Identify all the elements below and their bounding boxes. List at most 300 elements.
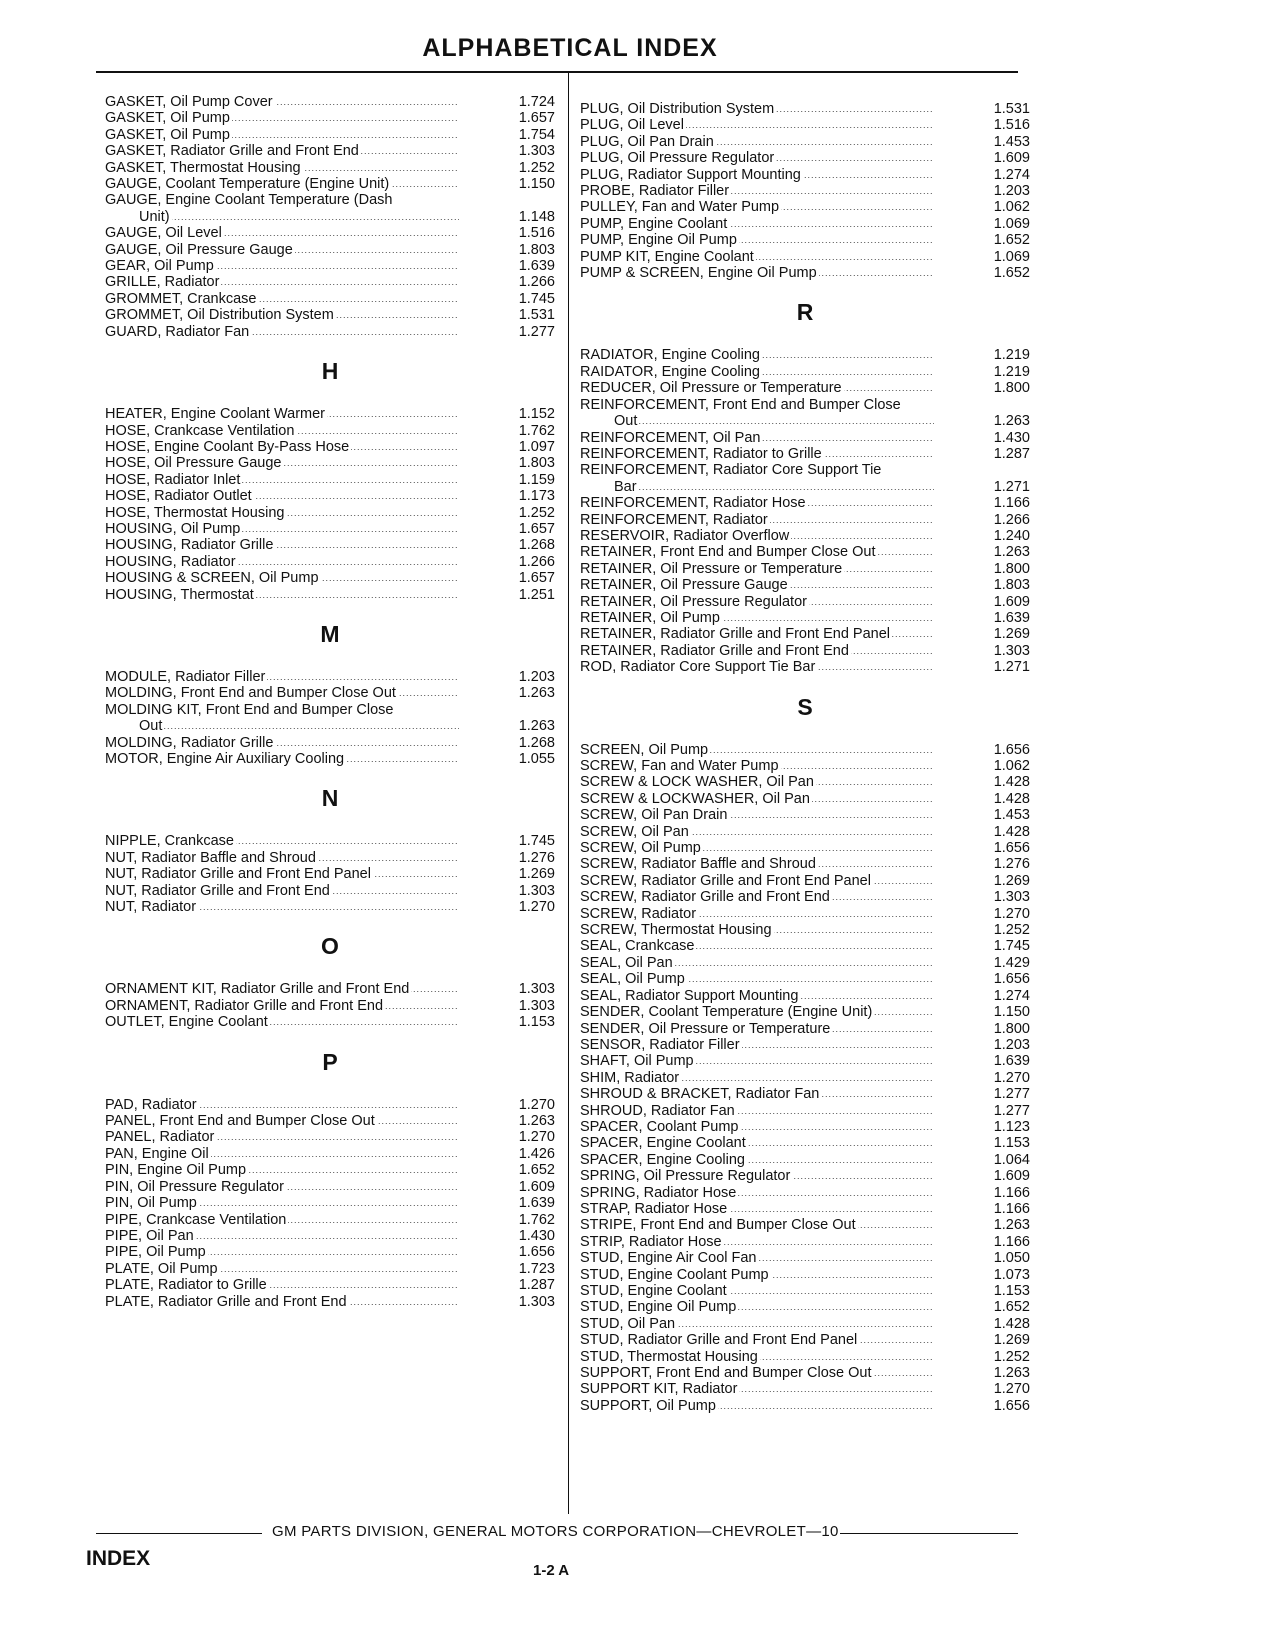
index-entry <box>105 192 555 225</box>
entry-name-text: SHROUD & BRACKET, Radiator Fan <box>580 1086 820 1103</box>
entry-reference: 1.062 <box>993 758 1030 774</box>
entry-reference: 1.271 <box>993 478 1030 495</box>
index-entry <box>580 183 1030 199</box>
index-entry <box>580 544 1030 560</box>
entry-name <box>580 561 934 577</box>
entry-name <box>105 669 459 685</box>
entry-name <box>105 1294 459 1310</box>
entry-name <box>105 505 459 521</box>
index-entry <box>105 1129 555 1145</box>
entry-reference: 1.274 <box>993 987 1030 1004</box>
entry-name <box>580 824 934 840</box>
entry-name <box>105 176 459 192</box>
entry-name <box>580 364 934 380</box>
entry-name-text: HOUSING, Thermostat <box>105 586 254 603</box>
entry-reference: 1.800 <box>993 380 1030 397</box>
section-gap <box>580 676 1030 692</box>
entry-reference: 1.652 <box>993 232 1030 249</box>
entry-reference: 1.062 <box>993 199 1030 216</box>
entry-reference: 1.303 <box>993 889 1030 906</box>
entry-name <box>105 406 459 422</box>
entry-name-text: NUT, Radiator Grille and Front End Panel <box>105 866 371 883</box>
index-entry <box>580 873 1030 889</box>
entry-name <box>580 167 934 183</box>
index-entry <box>105 1212 555 1228</box>
entry-name <box>580 1119 934 1135</box>
entry-reference: 1.723 <box>518 1260 555 1277</box>
entry-name-text: HOUSING, Radiator <box>105 553 236 570</box>
entry-reference: 1.803 <box>518 455 555 472</box>
entry-reference: 1.656 <box>993 840 1030 857</box>
entry-name-text: SCREW, Oil Pump <box>580 840 701 857</box>
entry-reference: 1.269 <box>518 866 555 883</box>
entry-name-text: SCREW, Thermostat Housing <box>580 922 772 939</box>
index-entry <box>580 824 1030 840</box>
entry-name <box>105 324 459 340</box>
index-entry <box>580 1332 1030 1348</box>
entry-name <box>580 134 934 150</box>
entry-name-text: RETAINER, Radiator Grille and Front End <box>580 642 849 659</box>
index-entry <box>105 554 555 570</box>
entry-name <box>580 446 934 462</box>
index-entry <box>105 488 555 504</box>
entry-reference: 1.609 <box>993 150 1030 167</box>
entry-name-text: PIPE, Oil Pump <box>105 1244 206 1261</box>
index-entry <box>580 1365 1030 1381</box>
index-entry <box>580 167 1030 183</box>
entry-name <box>105 850 459 866</box>
entry-name <box>105 521 459 537</box>
index-section <box>105 767 555 915</box>
section-letter: H <box>321 358 339 385</box>
index-entry <box>105 258 555 274</box>
entry-name <box>105 735 459 751</box>
entry-name-text: PIN, Oil Pressure Regulator <box>105 1178 284 1195</box>
index-entry <box>580 1021 1030 1037</box>
index-entry <box>580 1053 1030 1069</box>
entry-name <box>580 643 934 659</box>
index-entry <box>580 1234 1030 1250</box>
entry-name <box>580 1037 934 1053</box>
entry-name-text: RETAINER, Oil Pressure Gauge <box>580 577 788 594</box>
entry-name-text: HOUSING, Oil Pump <box>105 520 241 537</box>
entry-name-text: ORNAMENT KIT, Radiator Grille and Front End <box>105 981 410 998</box>
entry-reference: 1.303 <box>518 981 555 998</box>
entry-name-text: REINFORCEMENT, Radiator <box>580 511 768 528</box>
entry-reference: 1.639 <box>993 1053 1030 1070</box>
entry-reference: 1.803 <box>518 241 555 258</box>
entry-name-text: SHAFT, Oil Pump <box>580 1053 694 1070</box>
entry-name-text: PUMP KIT, Engine Coolant <box>580 248 754 265</box>
entry-name-text: PLUG, Oil Distribution System <box>580 101 775 117</box>
section-gap <box>105 340 555 356</box>
entry-reference: 1.270 <box>518 1129 555 1146</box>
entry-name-text: PIPE, Crankcase Ventilation <box>105 1211 287 1228</box>
index-entry <box>580 1037 1030 1053</box>
entry-name-text: SCREEN, Oil Pump <box>580 741 709 758</box>
entry-name-text: PANEL, Radiator <box>105 1129 215 1146</box>
index-label: INDEX <box>86 1547 151 1570</box>
entry-name-text: MOTOR, Engine Air Auxiliary Cooling <box>105 751 345 767</box>
entry-name <box>105 225 459 241</box>
entry-name <box>580 955 934 971</box>
entry-name <box>580 971 934 987</box>
index-entry <box>105 850 555 866</box>
entry-reference: 1.800 <box>993 560 1030 577</box>
entry-reference: 1.724 <box>518 94 555 110</box>
index-entry <box>580 380 1030 396</box>
entry-name-text: MOLDING, Radiator Grille <box>105 734 274 751</box>
index-entry <box>580 512 1030 528</box>
entry-reference: 1.803 <box>993 577 1030 594</box>
index-section <box>580 281 1030 675</box>
entry-name <box>105 94 459 110</box>
index-entry <box>105 685 555 701</box>
entry-name-text: PLUG, Oil Pan Drain <box>580 133 714 150</box>
entry-name <box>580 232 934 248</box>
entry-name <box>105 307 459 323</box>
index-entry <box>580 1267 1030 1283</box>
entry-name <box>105 274 459 290</box>
entry-name <box>105 1195 459 1211</box>
index-entry <box>105 570 555 586</box>
entry-continuation-text: Out <box>614 413 638 430</box>
index-entry <box>580 1168 1030 1184</box>
entry-reference: 1.657 <box>518 520 555 537</box>
index-section <box>105 915 555 1030</box>
entry-reference: 1.150 <box>993 1004 1030 1021</box>
entry-name-text: PANEL, Front End and Bumper Close Out <box>105 1113 375 1130</box>
index-entry <box>580 659 1030 675</box>
section-gap <box>105 813 555 833</box>
entry-name <box>580 1185 934 1201</box>
index-entry <box>105 176 555 192</box>
entry-name-text: GROMMET, Crankcase <box>105 290 257 307</box>
entry-reference: 1.064 <box>993 1151 1030 1168</box>
entry-name <box>580 462 934 495</box>
entry-reference: 1.263 <box>993 1217 1030 1234</box>
entry-reference: 1.429 <box>993 954 1030 971</box>
entry-name-text: REINFORCEMENT, Radiator Hose <box>580 495 806 512</box>
entry-name-text: GASKET, Oil Pump <box>105 110 230 127</box>
entry-name-text: GAUGE, Oil Pressure Gauge <box>105 241 293 258</box>
entry-name <box>580 544 934 560</box>
entry-reference: 1.252 <box>993 1348 1030 1365</box>
entry-name-text: PIN, Oil Pump <box>105 1195 197 1212</box>
entry-reference: 1.745 <box>993 938 1030 955</box>
entry-reference: 1.166 <box>993 1200 1030 1217</box>
index-section <box>105 340 555 603</box>
index-section <box>580 101 1030 281</box>
entry-name <box>105 833 459 849</box>
entry-name <box>105 488 459 504</box>
entry-name-text: ORNAMENT, Radiator Grille and Front End <box>105 997 384 1014</box>
entry-name <box>580 922 934 938</box>
entry-name <box>580 1086 934 1102</box>
entry-name-text: RETAINER, Oil Pump <box>580 609 720 626</box>
section-letter: S <box>797 693 813 720</box>
page-number: 1-2 A <box>533 1562 570 1579</box>
entry-reference: 1.609 <box>518 1178 555 1195</box>
entry-reference: 1.428 <box>993 790 1030 807</box>
entry-name-text: STUD, Oil Pan <box>580 1315 676 1332</box>
page-title: ALPHABETICAL INDEX <box>422 34 718 62</box>
entry-name-text: STUD, Engine Air Cool Fan <box>580 1250 757 1267</box>
entry-reference: 1.263 <box>518 718 555 735</box>
entry-name <box>105 587 459 603</box>
entry-name <box>580 1349 934 1365</box>
entry-name-text: SPACER, Engine Coolant <box>580 1135 746 1152</box>
entry-name <box>580 1365 934 1381</box>
entry-name <box>105 899 459 915</box>
entry-name-text: HOUSING, Radiator Grille <box>105 537 274 554</box>
entry-reference: 1.203 <box>518 668 555 685</box>
entry-name-text: STUD, Engine Coolant Pump <box>580 1266 769 1283</box>
entry-name-text: GASKET, Radiator Grille and Front End <box>105 143 359 160</box>
index-entry <box>105 833 555 849</box>
entry-reference: 1.453 <box>993 807 1030 824</box>
entry-reference: 1.430 <box>518 1227 555 1244</box>
entry-name-continuation <box>580 479 934 495</box>
index-entry <box>105 981 555 997</box>
entry-name <box>580 577 934 593</box>
entry-name-text: PLATE, Oil Pump <box>105 1260 218 1277</box>
entry-reference: 1.263 <box>993 413 1030 430</box>
section-letter: O <box>321 933 339 960</box>
entry-name-text: SCREW & LOCKWASHER, Oil Pan <box>580 790 810 807</box>
entry-reference: 1.266 <box>518 553 555 570</box>
entry-reference: 1.531 <box>993 101 1030 117</box>
entry-name-text: RETAINER, Oil Pressure or Temperature <box>580 560 843 577</box>
index-entry <box>105 110 555 126</box>
index-entry <box>580 1103 1030 1119</box>
index-entry <box>105 324 555 340</box>
entry-name <box>105 127 459 143</box>
entry-reference: 1.219 <box>993 363 1030 380</box>
entry-reference: 1.252 <box>518 159 555 176</box>
index-entry <box>580 1283 1030 1299</box>
entry-name <box>105 472 459 488</box>
entry-name <box>580 1201 934 1217</box>
entry-name-text: HOSE, Radiator Inlet <box>105 471 241 488</box>
index-entry <box>580 462 1030 495</box>
entry-reference: 1.251 <box>518 586 555 603</box>
entry-name-text: RETAINER, Oil Pressure Regulator <box>580 593 807 610</box>
index-entry <box>580 938 1030 954</box>
index-entry <box>580 791 1030 807</box>
entry-reference: 1.428 <box>993 823 1030 840</box>
index-entry <box>105 143 555 159</box>
index-entry <box>580 1398 1030 1414</box>
entry-reference: 1.055 <box>518 751 555 767</box>
entry-name-text: SCREW, Fan and Water Pump <box>580 758 779 774</box>
entry-reference: 1.123 <box>993 1118 1030 1135</box>
entry-name <box>105 1146 459 1162</box>
entry-name <box>105 1228 459 1244</box>
entry-name-text: HOSE, Engine Coolant By-Pass Hose <box>105 438 350 455</box>
entry-name-text: STUD, Radiator Grille and Front End Panel <box>580 1332 858 1349</box>
entry-name <box>580 840 934 856</box>
entry-reference: 1.656 <box>993 741 1030 758</box>
entry-name-text: REINFORCEMENT, Radiator to Grille <box>580 445 822 462</box>
entry-reference: 1.657 <box>518 110 555 127</box>
index-entry <box>105 883 555 899</box>
entry-reference: 1.069 <box>993 215 1030 232</box>
index-entry <box>580 1201 1030 1217</box>
entry-name-text: SPRING, Radiator Hose <box>580 1184 737 1201</box>
index-entry <box>105 702 555 735</box>
entry-name <box>105 751 459 767</box>
entry-name <box>105 1162 459 1178</box>
index-entry <box>580 101 1030 117</box>
entry-name <box>105 702 459 735</box>
entry-name-text: PLUG, Radiator Support Mounting <box>580 166 801 183</box>
index-entry <box>580 1086 1030 1102</box>
entry-reference: 1.426 <box>518 1145 555 1162</box>
entry-reference: 1.268 <box>518 734 555 751</box>
entry-reference: 1.263 <box>993 1365 1030 1382</box>
entry-name <box>580 938 934 954</box>
entry-name-continuation <box>105 718 459 734</box>
entry-name <box>580 1332 934 1348</box>
index-entry <box>580 1070 1030 1086</box>
index-entry <box>105 160 555 176</box>
entry-name-text: STUD, Engine Oil Pump <box>580 1299 737 1316</box>
entry-name <box>105 570 459 586</box>
entry-reference: 1.656 <box>993 1397 1030 1414</box>
section-letter: P <box>322 1048 338 1075</box>
entry-name <box>105 554 459 570</box>
index-entry <box>580 561 1030 577</box>
index-entry <box>580 347 1030 363</box>
entry-name-text: GASKET, Oil Pump <box>105 126 230 143</box>
index-entry <box>105 455 555 471</box>
entry-name <box>580 906 934 922</box>
entry-name <box>105 110 459 126</box>
entry-name-text: NUT, Radiator <box>105 899 197 916</box>
entry-name-text: SUPPORT, Oil Pump <box>580 1397 716 1414</box>
index-entry <box>105 94 555 110</box>
entry-name <box>105 1113 459 1129</box>
entry-name <box>105 1212 459 1228</box>
entry-reference: 1.453 <box>993 133 1030 150</box>
entry-reference: 1.269 <box>993 626 1030 643</box>
index-entry <box>105 899 555 915</box>
title-rule <box>96 71 1018 73</box>
section-gap <box>580 281 1030 297</box>
entry-name-text: RETAINER, Radiator Grille and Front End Panel <box>580 626 891 643</box>
entry-name-text: PAD, Radiator <box>105 1096 197 1113</box>
entry-name-text: GASKET, Oil Pump Cover <box>105 94 273 110</box>
index-entry <box>580 150 1030 166</box>
entry-name <box>580 216 934 232</box>
entry-reference: 1.050 <box>993 1250 1030 1267</box>
entry-name-text: NUT, Radiator Grille and Front End <box>105 882 330 899</box>
entry-reference: 1.657 <box>518 570 555 587</box>
entry-reference: 1.428 <box>993 774 1030 791</box>
entry-name <box>580 1217 934 1233</box>
entry-reference: 1.303 <box>518 143 555 160</box>
entry-name-text: STRAP, Radiator Hose <box>580 1200 728 1217</box>
index-entry <box>105 735 555 751</box>
entry-name-text: OUTLET, Engine Coolant <box>105 1014 268 1031</box>
index-entry <box>580 758 1030 774</box>
entry-reference: 1.148 <box>518 208 555 225</box>
entry-name-text: STRIPE, Front End and Bumper Close Out <box>580 1217 856 1234</box>
index-entry <box>580 955 1030 971</box>
entry-reference: 1.652 <box>518 1162 555 1179</box>
entry-name-text: MOLDING, Front End and Bumper Close Out <box>105 685 396 702</box>
entry-name-text: REINFORCEMENT, Radiator Core Support Tie <box>580 462 882 479</box>
entry-name <box>580 495 934 511</box>
entry-name <box>580 1152 934 1168</box>
entry-reference: 1.263 <box>993 544 1030 561</box>
index-entry <box>105 1097 555 1113</box>
footer-rule-left <box>96 1533 262 1534</box>
entry-name <box>580 742 934 758</box>
entry-reference: 1.266 <box>993 511 1030 528</box>
entry-reference: 1.303 <box>518 1293 555 1310</box>
entry-name-text: PULLEY, Fan and Water Pump <box>580 199 780 216</box>
entry-reference: 1.652 <box>993 1299 1030 1316</box>
index-entry <box>580 889 1030 905</box>
entry-reference: 1.069 <box>993 248 1030 265</box>
index-entry <box>105 274 555 290</box>
index-entry <box>580 922 1030 938</box>
entry-reference: 1.152 <box>518 406 555 423</box>
entry-name <box>580 856 934 872</box>
index-entry <box>580 610 1030 626</box>
entry-reference: 1.762 <box>518 422 555 439</box>
entry-name <box>105 455 459 471</box>
entry-name-continuation <box>580 413 934 429</box>
entry-name <box>580 1381 934 1397</box>
entry-name-text: SEAL, Crankcase <box>580 938 695 955</box>
section-letter: R <box>796 299 814 326</box>
entry-name <box>580 265 934 281</box>
entry-name <box>580 249 934 265</box>
entry-name <box>580 807 934 823</box>
entry-reference: 1.270 <box>518 1096 555 1113</box>
entry-reference: 1.303 <box>518 882 555 899</box>
entry-reference: 1.166 <box>993 1184 1030 1201</box>
index-entry <box>105 1146 555 1162</box>
entry-name-text: SPACER, Coolant Pump <box>580 1118 739 1135</box>
entry-reference: 1.277 <box>518 323 555 340</box>
entry-name-text: HOSE, Thermostat Housing <box>105 504 285 521</box>
section-gap <box>580 722 1030 742</box>
index-entry <box>105 225 555 241</box>
entry-reference: 1.277 <box>993 1102 1030 1119</box>
entry-name-text: GROMMET, Oil Distribution System <box>105 307 334 324</box>
entry-name <box>105 1129 459 1145</box>
index-entry <box>580 134 1030 150</box>
entry-name <box>580 1283 934 1299</box>
entry-reference: 1.276 <box>993 856 1030 873</box>
entry-continuation-text: Bar <box>614 478 637 495</box>
entry-name-text: SCREW, Radiator Grille and Front End <box>580 889 830 906</box>
index-section <box>105 603 555 767</box>
entry-name-text: SPACER, Engine Cooling <box>580 1151 745 1168</box>
index-entry <box>580 1381 1030 1397</box>
index-entry <box>105 669 555 685</box>
entry-reference: 1.754 <box>518 126 555 143</box>
entry-name <box>105 1179 459 1195</box>
entry-name-text: PUMP & SCREEN, Engine Oil Pump <box>580 265 817 282</box>
entry-reference: 1.639 <box>518 258 555 275</box>
entry-name-text: HOSE, Oil Pressure Gauge <box>105 455 282 472</box>
entry-name-text: SEAL, Oil Pump <box>580 971 685 988</box>
